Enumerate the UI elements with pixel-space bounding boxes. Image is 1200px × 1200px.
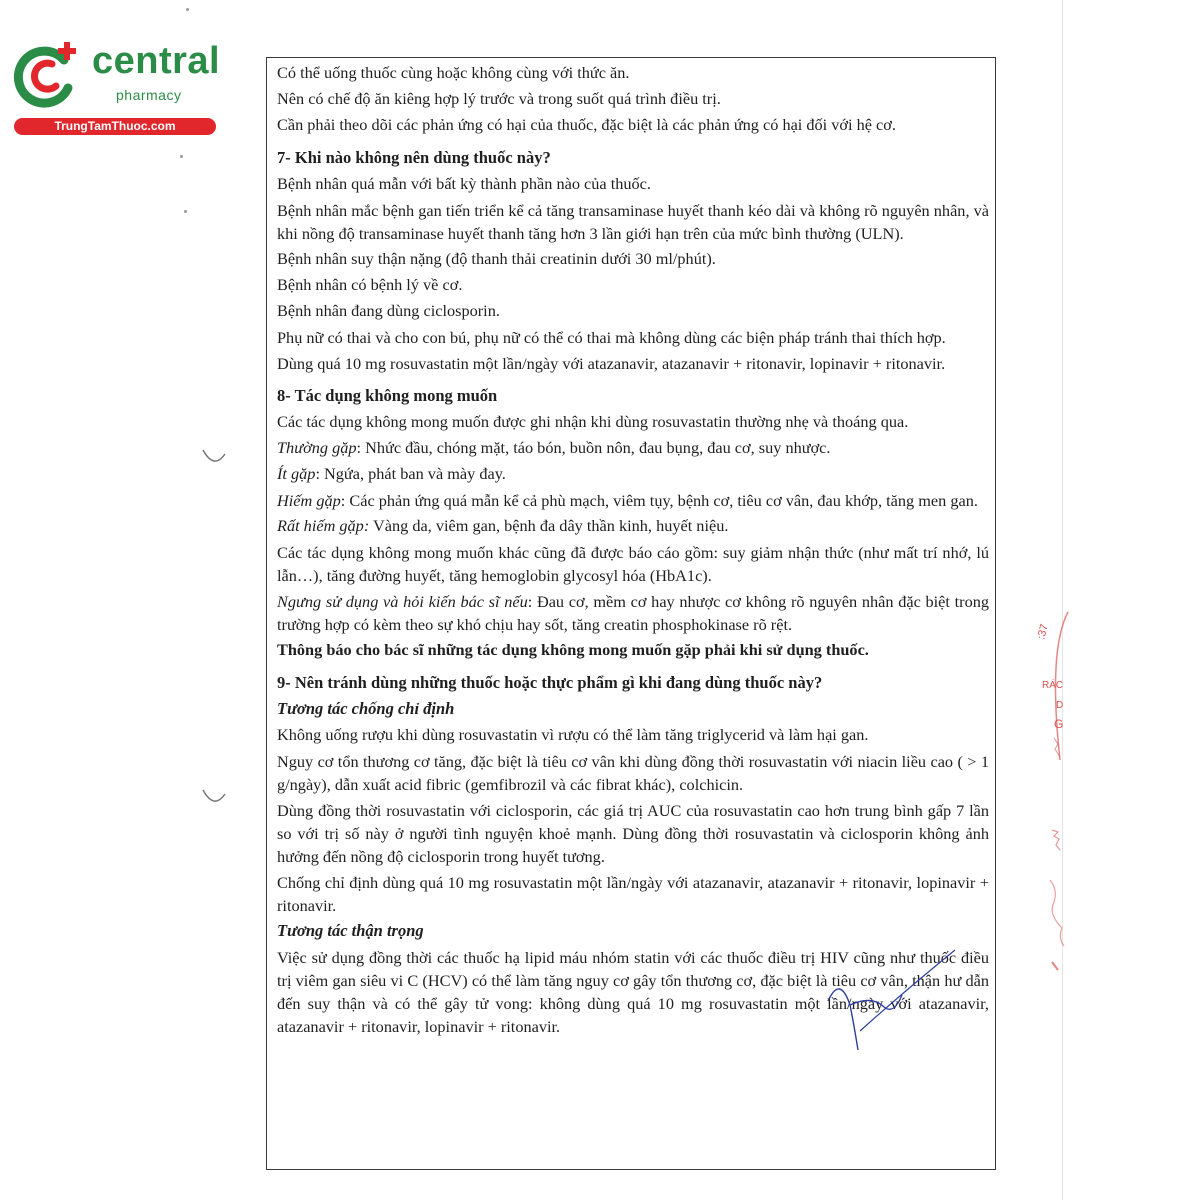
s8-rare: [277, 487, 989, 513]
s9-subheading-contraindicated: Tương tác chống chỉ định: [277, 699, 455, 718]
website-url[interactable]: TrungTamThuoc.com: [14, 118, 216, 135]
rare-label: Hiếm gặp: [277, 491, 341, 510]
stamp-text: :37: [1035, 622, 1051, 641]
s7-item: Bệnh nhân quá mẫn với bất kỳ thành phần nào của thuốc.: [277, 174, 651, 193]
central-pharmacy-logo: [8, 36, 221, 136]
brand-name: central: [92, 40, 221, 82]
very-rare-text: Vàng da, viêm gan, bệnh đa dây thần kinh, huyết niệu.: [369, 516, 729, 535]
s7-item: Bệnh nhân đang dùng ciclosporin.: [277, 301, 500, 320]
s9-item: Dùng đồng thời rosuvastatin với ciclosporin, các giá trị AUC của rosuvastatin cao hơn trung bình gấp 7 lần so với trị số này ở người tình nguyện khoẻ mạnh. Dùng đồng thời rosuvastatin và ciclosporin không ảnh hưởng đến nồng độ ciclosporin trong huyết tương.: [277, 801, 989, 866]
binder-hole-icon: [201, 788, 227, 804]
scan-speck: [186, 8, 189, 11]
binder-hole-icon: [201, 448, 227, 464]
s9-subheading-caution: Tương tác thận trọng: [277, 921, 424, 940]
s8-stop: [277, 588, 989, 637]
very-rare-label: Rất hiếm gặp:: [277, 516, 370, 535]
signature: [820, 935, 970, 1055]
brand-subtitle: pharmacy: [116, 87, 182, 103]
common-text: : Nhức đầu, chóng mặt, táo bón, buồn nôn, đau bụng, đau cơ, suy nhược.: [356, 438, 831, 457]
stop-label: Ngưng sử dụng và hỏi kiến bác sĩ nếu: [277, 592, 528, 611]
s8-very-rare: [277, 513, 989, 539]
s8-other: Các tác dụng không mong muốn khác cũng đã được báo cáo gồm: suy giảm nhận thức (như mất trí nhớ, lú lẫn…), tăng đường huyết, tăng hemoglobin glycosyl hóa (HbA1c).: [277, 543, 989, 585]
s7-item: Dùng quá 10 mg rosuvastatin một lần/ngày với atazanavir, atazanavir + ritonavir, lopinavir + ritonavir.: [277, 354, 946, 373]
intro-line: Có thể uống thuốc cùng hoặc không cùng với thức ăn.: [277, 63, 630, 82]
stamp-text: G: [1054, 717, 1064, 731]
s8-uncommon: [277, 461, 989, 487]
section-8-heading: 8- Tác dụng không mong muốn: [277, 386, 498, 405]
s8-intro: Các tác dụng không mong muốn được ghi nhận khi dùng rosuvastatin thường nhẹ và thoáng qua.: [277, 412, 909, 431]
s9-item: Nguy cơ tổn thương cơ tăng, đặc biệt là tiêu cơ vân khi dùng đồng thời rosuvastatin với niacin liều cao ( > 1 g/ngày), dẫn xuất acid fibric (gemfibrozil và các fibrat khác), colchicin.: [277, 752, 989, 794]
red-stamp: [1030, 610, 1070, 990]
stamp-text: D: [1056, 700, 1064, 711]
s7-item: Bệnh nhân mắc bệnh gan tiến triển kể cả tăng transaminase huyết thanh kéo dài và không rõ nguyên nhân, và khi nồng độ transaminase huyết thanh tăng hơn 3 lần giới hạn trên của mức bình thường (ULN).: [277, 201, 989, 243]
uncommon-label: Ít gặp: [277, 464, 316, 483]
s7-item: Bệnh nhân suy thận nặng (độ thanh thải creatinin dưới 30 ml/phút).: [277, 249, 716, 268]
section-7-heading: 7- Khi nào không nên dùng thuốc này?: [277, 148, 551, 167]
scan-speck: [184, 210, 187, 213]
intro-line: Nên có chế độ ăn kiêng hợp lý trước và trong suốt quá trình điều trị.: [277, 89, 721, 108]
section-9-heading: 9- Nên tránh dùng những thuốc hoặc thực phẩm gì khi đang dùng thuốc này?: [277, 673, 823, 692]
scan-speck: [180, 155, 183, 158]
common-label: Thường gặp: [277, 438, 357, 457]
page-edge: [1062, 0, 1063, 1200]
s9-item: Chống chỉ định dùng quá 10 mg rosuvastatin một lần/ngày với atazanavir, atazanavir + ritonavir, lopinavir + ritonavir.: [277, 873, 989, 915]
stop-text: : Đau cơ, mềm cơ hay nhược cơ không rõ nguyên nhân đặc biệt trong trường hợp có kèm theo sự khó chịu hay sốt, tăng creatin phosphokinase rõ rệt.: [277, 592, 989, 634]
uncommon-text: : Ngứa, phát ban và mày đay.: [315, 464, 506, 483]
intro-line: Cần phải theo dõi các phản ứng có hại của thuốc, đặc biệt là các phản ứng có hại đối với hệ cơ.: [277, 115, 896, 134]
s9-item: Không uống rượu khi dùng rosuvastatin vì rượu có thể làm tăng triglycerid và làm hại gan.: [277, 725, 869, 744]
s9-item: Việc sử dụng đồng thời các thuốc hạ lipid máu nhóm statin với các thuốc điều trị HIV cũng như thuốc điều trị viêm gan siêu vi C (HCV) có thể làm tăng nguy cơ gây tổn thương cơ, đặc biệt là tiêu cơ vân, thận hư dẫn đến suy thận và có thể gây tử vong: không dùng quá 10 mg rosuvastatin một lần/ngày với atazanavir, atazanavir + ritonavir, lopinavir + ritonavir.: [277, 948, 989, 1036]
s8-common: [277, 435, 989, 461]
stamp-text: RÁC: [1042, 680, 1064, 691]
rare-text: : Các phản ứng quá mẫn kể cả phù mạch, viêm tụy, bệnh cơ, tiêu cơ vân, đau khớp, tăng men gan.: [340, 491, 978, 510]
s7-item: Phụ nữ có thai và cho con bú, phụ nữ có thể có thai mà không dùng các biện pháp tránh thai thích hợp.: [277, 328, 946, 347]
s7-item: Bệnh nhân có bệnh lý về cơ.: [277, 275, 463, 294]
leaflet-content: [277, 60, 989, 1039]
pharmacy-cross-logo-icon: [12, 40, 84, 112]
s8-notice: Thông báo cho bác sĩ những tác dụng không mong muốn gặp phải khi sử dụng thuốc.: [277, 640, 869, 659]
